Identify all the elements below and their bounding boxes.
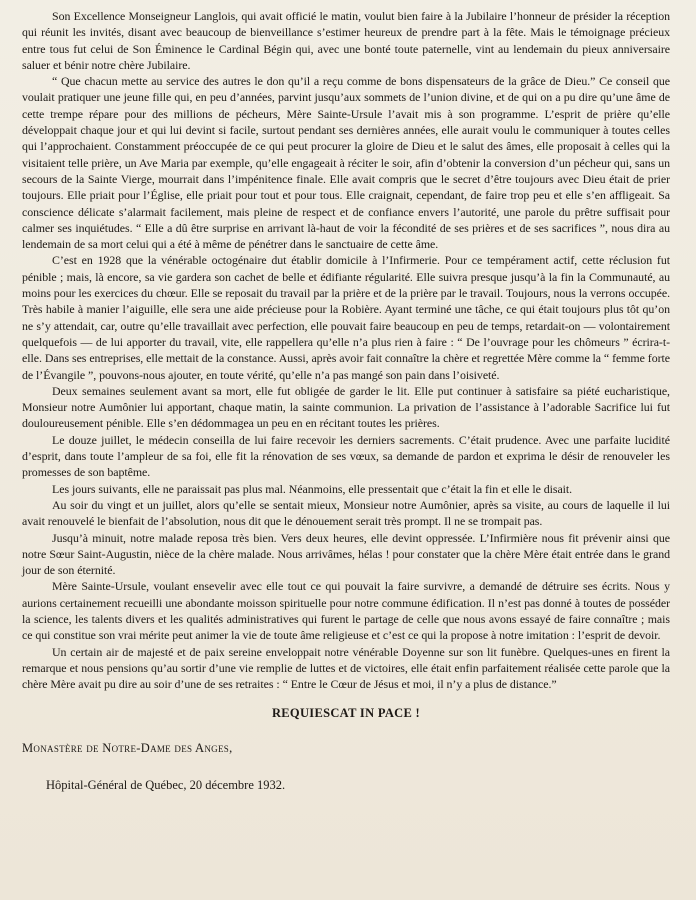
document-body xyxy=(22,8,670,692)
paragraph: Au soir du vingt et un juillet, alors qu’elle se sentait mieux, Monsieur notre Aumônier, après sa visite, au cours de laquelle il lui avait renouvelé le bienfait de l’absolution, nous dit que le dénouement serait très prompt. Il ne se trompait pas. xyxy=(22,497,670,529)
paragraph: Les jours suivants, elle ne paraissait pas plus mal. Néanmoins, elle pressentait que c’était la fin et elle le disait. xyxy=(52,481,573,496)
paragraph: Jusqu’à minuit, notre malade reposa très bien. Vers deux heures, elle devint oppressée. L’Infirmière nous fit prévenir ainsi que notre Sœur Saint-Augustin, nièce de la chère malade. Nous arrivâmes, hélas ! pour constater que la chère Mère était entrée dans le grand jour de son éternité. xyxy=(22,530,670,578)
paragraph: C’est en 1928 que la vénérable octogénaire dut établir domicile à l’Infirmerie. Pour ce tempérament actif, cette réclusion fut pénible ; mais, là encore, sa vie gardera son cachet de belle et édifiante régularité. Elle suivra presque jusqu’à la fin la Communauté, au moins pour les exercices du chœur. Elle se reposait du travail par la prière et de la prière par le travail. Toujours, nous la verrons occupée. Très habile à manier l’aiguille, elle sera une aide précieuse pour la Robière. Ayant terminé une tâche, ce qui était toujours plus tôt qu’on ne s’y attendait, car, outre qu’elle travaillait avec perfection, elle pouvait faire beaucoup en peu de temps, retardait-on — volontairement quelquefois — de lui apporter du travail, vite, elle rappellera qu’elle n’a plus rien à faire : “ De l’ouvrage pour les chômeurs ” écrira-t-elle. Dans ses entreprises, elle mettait de la constance. Aussi, après avoir fait connaître la chère et regrettée Mère comme la “ femme forte de l’Évangile ”, pouvons-nous ajouter, en toute vérité, qu’elle n’a pas mangé son pain dans l’oisiveté. xyxy=(22,253,670,382)
place-date-line: Hôpital-Général de Québec, 20 décembre 1932. xyxy=(46,778,286,793)
paragraph: “ Que chacun mette au service des autres le don qu’il a reçu comme de bons dispensateurs de la grâce de Dieu.” Ce conseil que voulait pratiquer une jeune fille qui, en peu d’années, parvint jusqu’aux sommets de l’union divine, et de qui on a pu dire qu’une âme de cette trempe répare pour des millions de pécheurs, Mère Sainte-Ursule l’avait mis à son programme. L’esprit de prière qu’elle développait chaque jour et qui lui devint si facile, surtout pendant ses dernières années, elle aurait voulu le communiquer à toutes celles qui l’approchaient. Constamment préoccupée de ce qui peut procurer la gloire de Dieu et le salut des âmes, elle proposait à celles qui la visitaient telle prière, un Ave Maria par exemple, qu’elle engageait à réciter le soir, afin d’obtenir la conversion d’un pécheur qui, sans un secours de la Sainte Vierge, mourrait dans l’impénitence finale. Elle avait compris que le secret d’être toujours avec Dieu était de prier toujours. Elle priait pour l’Église, elle priait pour tout et pour tous. Elle craignait, cependant, de faire trop peu et elle s’en affligeait. Sa conscience délicate s’alarmait facilement, mais pleine de respect et de confiance envers l’autorité, une parole du prêtre suffisait pour calmer ses inquiétudes. “ Elle a dû être surprise en arrivant là-haut de voir la fécondité de ses prières et de ses sacrifices ”, nous dira au lendemain de sa mort celui qui a été à même de pénétrer dans le sanctuaire de cette âme. xyxy=(22,74,670,252)
paragraph: Son Excellence Monseigneur Langlois, qui avait officié le matin, voulut bien faire à la Jubilaire l’honneur de présider la réception qui réunit les invités, disant avec beaucoup de bienveillance s’estimer heureux de prendre part à la fête. Mais le témoignage précieux entre tous fut celui de Son Éminence le Cardinal Bégin qui, avec une bonté toute paternelle, vint au lendemain du pieux anniversaire saluer et bénir notre chère Jubilaire. xyxy=(22,9,670,72)
paragraph: Un certain air de majesté et de paix sereine enveloppait notre vénérable Doyenne sur son lit funèbre. Quelques-unes en firent la remarque et nous pensions qu’au sortir d’une vie remplie de luttes et de victoires, elle était enfin parfaitement réalisée cette parole que la chère Mère avait pu dire au soir d’une de ses retraites : “ Entre le Cœur de Jésus et moi, il n’y a plus de distance.” xyxy=(22,644,670,692)
closing-line: REQUIESCAT IN PACE ! xyxy=(271,706,421,721)
paragraph: Mère Sainte-Ursule, voulant ensevelir avec elle tout ce qui pouvait la faire survivre, a demandé de détruire ses écrits. Nous y aurions certainement recueilli une abondante moisson spirituelle pour notre commune édification. Il n’est pas donné à toutes de posséder la science, les talents divers et les qualités administratives qui furent le partage de celle que nous avons essayé de faire connaître ; mais ce qui constitue son vrai mérite peut animer la vie de toute âme religieuse et c’est ce qui la propose à notre imitation : l’esprit de devoir. xyxy=(22,579,670,643)
paragraph: Deux semaines seulement avant sa mort, elle fut obligée de garder le lit. Elle put continuer à satisfaire sa piété eucharistique, Monsieur notre Aumônier lui apportant, chaque matin, la sainte communion. La privation de l’assistance à l’adorable Sacrifice lui fut douloureusement pénible. Elle s’en dédommagea un peu en en récitant toutes les prières. xyxy=(22,383,670,431)
signature-line: Monastère de Notre-Dame des Anges, xyxy=(22,741,233,756)
paragraph: Le douze juillet, le médecin conseilla de lui faire recevoir les derniers sacrements. C’était prudence. Avec une parfaite lucidité d’esprit, dans toute l’ampleur de sa foi, elle fit la rénovation de ses vœux, sa demande de pardon et exprima le désir de renouveler les promesses de son baptême. xyxy=(22,432,670,480)
